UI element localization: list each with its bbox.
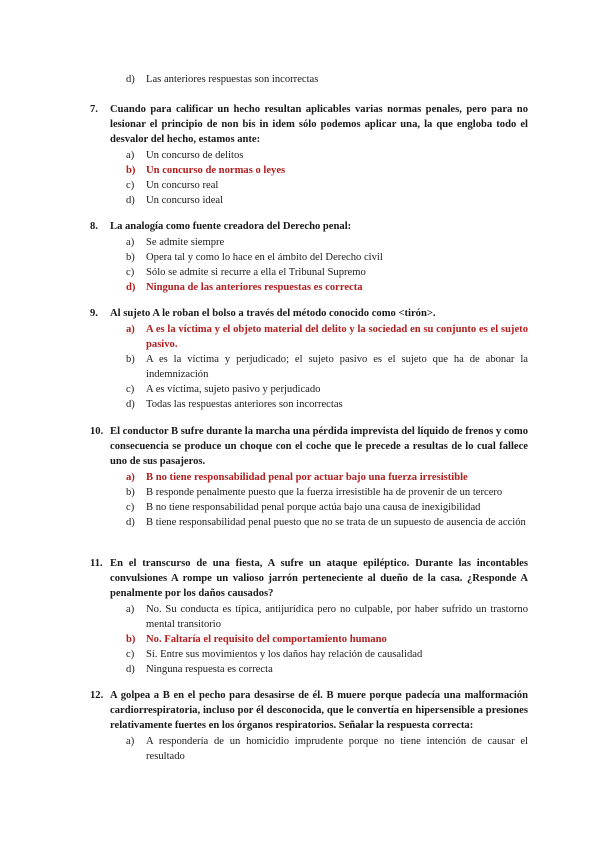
option-letter: d) bbox=[126, 399, 135, 410]
option-text: Sí. Entre sus movimientos y los daños hay relación de causalidad bbox=[146, 649, 423, 660]
option-c bbox=[126, 500, 528, 515]
option-d bbox=[126, 193, 528, 208]
option-text: No. Su conducta es típica, antijurídica pero no culpable, por haber sufrido un trastorno mental transitorio bbox=[146, 604, 528, 630]
option-text: B tiene responsabilidad penal puesto que no se trata de un supuesto de ausencia de acción bbox=[146, 517, 526, 528]
question-number: 11. bbox=[90, 558, 103, 569]
option-d bbox=[126, 662, 528, 677]
option-letter: b) bbox=[126, 487, 135, 498]
option-text: B responde penalmente puesto que la fuerza irresistible ha de provenir de un tercero bbox=[146, 487, 503, 498]
option-a bbox=[126, 602, 528, 632]
option-c bbox=[126, 178, 528, 193]
question-text: En el transcurso de una fiesta, A sufre un ataque epiléptico. Durante las incontables convulsiones A rompe un valioso jarrón perteneciente al dueño de la casa. ¿Responde A penalmente por los daños causados? bbox=[110, 558, 528, 599]
option-letter: c) bbox=[126, 649, 135, 660]
option-a-correct bbox=[126, 470, 528, 485]
question-number: 10. bbox=[90, 426, 104, 437]
question-text: Al sujeto A le roban el bolso a través del método conocido como <tirón>. bbox=[110, 308, 436, 319]
option-letter: d) bbox=[126, 517, 135, 528]
option-text: Sólo se admite si recurre a ella el Tribunal Supremo bbox=[146, 267, 366, 278]
option-b-correct bbox=[126, 632, 528, 647]
option-letter: b) bbox=[126, 252, 135, 263]
question-text: Cuando para calificar un hecho resultan aplicables varias normas penales, pero para no lesionar el principio de non bis in idem sólo podemos aplicar una, la que engloba todo el desvalor del hecho, estamos ante: bbox=[110, 104, 528, 145]
option-letter: a) bbox=[126, 604, 135, 615]
option-text: Un concurso de delitos bbox=[146, 150, 244, 161]
option-text: Un concurso ideal bbox=[146, 195, 224, 206]
option-text: A es víctima, sujeto pasivo y perjudicado bbox=[146, 384, 321, 395]
option-text: Se admite siempre bbox=[146, 237, 225, 248]
option-letter: c) bbox=[126, 267, 135, 278]
option-text: B no tiene responsabilidad penal porque actúa bajo una causa de inexigibilidad bbox=[146, 502, 481, 513]
question-number: 7. bbox=[90, 104, 98, 115]
option-letter: c) bbox=[126, 384, 135, 395]
option-text: Todas las respuestas anteriores son incorrectas bbox=[146, 399, 343, 410]
option-text: A es la víctima y el objeto material del delito y la sociedad en su conjunto es el sujeto pasivo. bbox=[146, 324, 528, 350]
question-9 bbox=[90, 306, 528, 412]
option-letter: a) bbox=[126, 150, 135, 161]
option-b bbox=[126, 352, 528, 382]
option-d bbox=[126, 515, 528, 530]
option-letter: b) bbox=[126, 165, 136, 176]
question-header bbox=[90, 556, 528, 601]
option-list bbox=[126, 602, 528, 677]
option-d bbox=[126, 397, 528, 412]
option-letter: d) bbox=[126, 195, 135, 206]
option-list bbox=[126, 734, 528, 764]
option-letter: b) bbox=[126, 354, 135, 365]
question-text: A golpea a B en el pecho para desasirse de él. B muere porque padecía una malformación cardiorrespiratoria, incluso por él desconocida, que le convertía en hipersensible a presiones relativamente fuertes en los órganos respiratorios. Señalar la respuesta correcta: bbox=[110, 690, 528, 731]
option-list bbox=[126, 235, 528, 295]
question-11 bbox=[90, 556, 528, 677]
option-text: A es la víctima y perjudicado; el sujeto pasivo es el sujeto que ha de abonar la indemnización bbox=[146, 354, 528, 380]
option-text: Un concurso real bbox=[146, 180, 219, 191]
option-letter: d) bbox=[126, 282, 136, 293]
option-b bbox=[126, 250, 528, 265]
question-8 bbox=[90, 219, 528, 295]
option-letter: c) bbox=[126, 502, 135, 513]
question-7 bbox=[90, 102, 528, 208]
option-b bbox=[126, 485, 528, 500]
option-text: Ninguna de las anteriores respuestas es correcta bbox=[146, 282, 363, 293]
option-letter: a) bbox=[126, 472, 135, 483]
option-c bbox=[126, 647, 528, 662]
option-letter: a) bbox=[126, 237, 135, 248]
option-b-correct bbox=[126, 163, 528, 178]
option-text: Ninguna respuesta es correcta bbox=[146, 664, 273, 675]
question-number: 8. bbox=[90, 221, 98, 232]
option-d-correct bbox=[126, 280, 528, 295]
option-text: Las anteriores respuestas son incorrectas bbox=[146, 74, 319, 85]
option-letter: a) bbox=[126, 736, 135, 747]
question-header bbox=[90, 102, 528, 147]
option-list bbox=[126, 148, 528, 208]
option-a bbox=[126, 148, 528, 163]
question-text: La analogía como fuente creadora del Derecho penal: bbox=[110, 221, 352, 232]
question-10 bbox=[90, 424, 528, 530]
question-text: El conductor B sufre durante la marcha una pérdida imprevista del líquido de frenos y como consecuencia se produce un choque con el coche que le precede a resultas de lo cual fallece uno de sus pasajeros. bbox=[110, 426, 528, 467]
option-text: No. Faltaría el requisito del comportamiento humano bbox=[146, 634, 387, 645]
question-number: 12. bbox=[90, 690, 104, 701]
option-text: Un concurso de normas o leyes bbox=[146, 165, 286, 176]
option-text: B no tiene responsabilidad penal por actuar bajo una fuerza irresistible bbox=[146, 472, 468, 483]
option-a-correct bbox=[126, 322, 528, 352]
option-letter: d) bbox=[126, 74, 135, 85]
option-letter: c) bbox=[126, 180, 135, 191]
question-header bbox=[90, 424, 528, 469]
option-list bbox=[126, 470, 528, 530]
question-12 bbox=[90, 688, 528, 764]
option-c bbox=[126, 265, 528, 280]
question-header bbox=[90, 219, 528, 234]
question-header bbox=[90, 688, 528, 733]
question-header bbox=[90, 306, 528, 321]
option-a bbox=[126, 235, 528, 250]
option-letter: b) bbox=[126, 634, 136, 645]
option-text: A respondería de un homicidio imprudente porque no tiene intención de causar el resultado bbox=[146, 736, 528, 762]
option-list bbox=[126, 322, 528, 412]
option-letter: d) bbox=[126, 664, 135, 675]
question-number: 9. bbox=[90, 308, 98, 319]
option-a bbox=[126, 734, 528, 764]
option-text: Opera tal y como lo hace en el ámbito del Derecho civil bbox=[146, 252, 383, 263]
option-c bbox=[126, 382, 528, 397]
option-letter: a) bbox=[126, 324, 135, 335]
